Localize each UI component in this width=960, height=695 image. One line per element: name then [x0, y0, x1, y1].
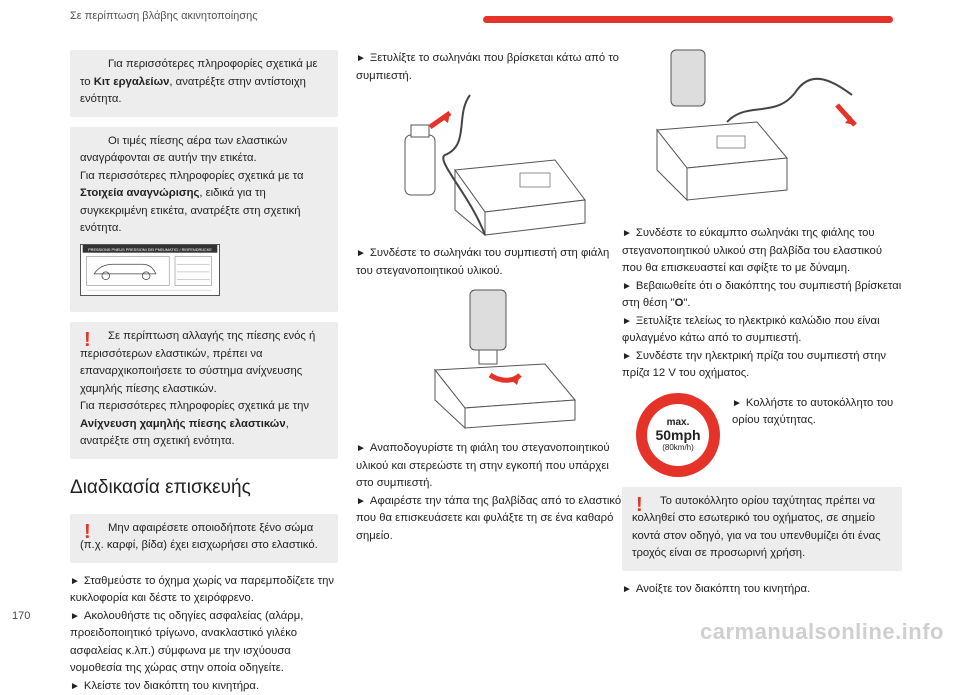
link-identification: Στοιχεία αναγνώρισης	[80, 187, 200, 199]
step-item: ► Συνδέστε το εύκαμπτο σωληνάκι της φιάλης του στεγανοποιητικού υλικού στη βαλβίδα του ελαστικού που θα επισκευαστεί και σφίξτε το με δύναμη.	[622, 227, 883, 274]
step-item: ► Σταθμεύστε το όχημα χωρίς να παρεμποδίζετε την κυκλοφορία και δέστε το χειρόφρενο.	[70, 574, 335, 605]
info-box-tyre-pressure: Οι τιμές πίεσης αέρα των ελαστικών αναγράφονται σε αυτήν την ετικέτα. Για περισσότερες πληροφορίες σχετικά με τα Στοιχεία αναγνώρισης, ειδικά για τη συγκεκριμένη ετικέτα, ανατρέξτε στη σχετική ενότητα. PRESSIONS PNEUS PRESSIONI DEI PNEUMATICI / REIFENDRÜCKE	[70, 127, 338, 313]
sign-kmh-value: (80km/h)	[662, 442, 694, 452]
column-2	[356, 50, 624, 545]
step-item: ► Συνδέστε το σωληνάκι του συμπιεστή στη φιάλη του στεγανοποιητικού υλικού.	[356, 247, 610, 277]
header-accent-bar	[483, 16, 893, 23]
valve-connection-illustration	[647, 50, 877, 225]
link-low-pressure-detection: Ανίχνευση χαμηλής πίεσης ελαστικών	[80, 417, 286, 430]
step-item: ► Βεβαιωθείτε ότι ο διακόπτης του συμπιεστή βρίσκεται στη θέση "O".	[622, 279, 902, 309]
arrow-bullet-icon: ►	[622, 280, 632, 292]
warning-box-speed-sticker: ! Το αυτοκόλλητο ορίου ταχύτητας πρέπει να κολληθεί στο εσωτερικό του οχήματος, σε σημείο κοντά στον οδηγό, για να του υπενθυμίζει ότι ένας τροχός είναι σε προσωρινή χρήση.	[622, 487, 902, 571]
step-item: ► Ξετυλίξτε τελείως το ηλεκτρικό καλώδιο που είναι φυλαγμένο κάτω από το συμπιεστή.	[622, 314, 880, 344]
step-item: ► Αφαιρέστε την τάπα της βαλβίδας από το ελαστικό που θα επισκευάσετε και φυλάξτε τη σε ένα καθαρό σημείο.	[356, 494, 622, 542]
sealant-bottle-illustration	[375, 280, 605, 440]
column-1	[70, 50, 338, 695]
step-item: ► Αναποδογυρίστε τη φιάλη του στεγανοποιητικού υλικού και στερεώστε τη στην εγκοπή που υπάρχει στο συμπιεστή.	[356, 442, 610, 489]
warning-box-pressure-reset: ! Σε περίπτωση αλλαγής της πίεσης ενός ή περισσότερων ελαστικών, πρέπει να επαναρχικοποιήσετε το σύστημα ανίχνευσης χαμηλής πίεσης ελαστικών. Για περισσότερες πληροφορίες σχετικά με την Ανίχνευση χαμηλής πίεσης ελαστικών, ανατρέξτε στη σχετική ενότητα.	[70, 322, 338, 459]
page-number: 170	[12, 610, 31, 622]
arrow-bullet-icon: ►	[356, 53, 366, 64]
arrow-bullet-icon: ►	[356, 443, 366, 454]
step-item: ► Ξετυλίξτε το σωληνάκι που βρίσκεται κάτω από το συμπιεστή.	[356, 52, 619, 82]
step-item: ► Συνδέστε την ηλεκτρική πρίζα του συμπιεστή στην πρίζα 12 V του οχήματος.	[622, 349, 887, 379]
compressor-hose-illustration	[375, 85, 605, 245]
tyre-pressure-label-image	[80, 244, 220, 296]
step-item: ► Κλείστε τον διακόπτη του κινητήρα.	[70, 679, 260, 692]
column-3	[622, 50, 902, 598]
arrow-bullet-icon: ►	[356, 495, 366, 507]
arrow-bullet-icon: ►	[622, 228, 632, 239]
info-box-tool-kit: Για περισσότερες πληροφορίες σχετικά με το Κιτ εργαλείων, ανατρέξτε στην αντίστοιχη ενότητα.	[70, 50, 338, 117]
running-header: Σε περίπτωση βλάβης ακινητοποίησης	[70, 10, 258, 22]
arrow-bullet-icon: ►	[622, 350, 632, 362]
arrow-bullet-icon: ►	[70, 680, 80, 692]
svg-text:PRESSIONS PNEUS PRESSIONI DEI: PRESSIONS PNEUS PRESSIONI DEI PNEUMATICI / REIFENDRÜCKE	[88, 247, 212, 252]
arrow-bullet-icon: ►	[70, 575, 80, 587]
arrow-bullet-icon: ►	[622, 583, 632, 595]
warning-icon: !	[636, 493, 643, 516]
watermark: carmanualsonline.info	[700, 619, 944, 644]
warning-icon: !	[84, 329, 91, 351]
speed-limit-block	[622, 393, 902, 477]
step-item: ► Ανοίξτε τον διακόπτη του κινητήρα.	[622, 582, 811, 595]
sign-max-label: max.	[666, 416, 690, 428]
speed-limit-sign-icon	[636, 393, 720, 477]
arrow-bullet-icon: ►	[356, 248, 366, 259]
warning-box-foreign-object: ! Μην αφαιρέσετε οποιοδήποτε ξένο σώμα (π.χ. καρφί, βίδα) έχει εισχωρήσει στο ελαστικό.	[70, 514, 338, 563]
arrow-bullet-icon: ►	[70, 610, 80, 622]
warning-icon: !	[84, 520, 91, 543]
sign-speed-value: 50mph	[655, 426, 701, 443]
link-tool-kit: Κιτ εργαλείων	[93, 75, 170, 88]
arrow-bullet-icon: ►	[622, 315, 632, 327]
arrow-bullet-icon: ►	[732, 397, 742, 409]
step-item: ► Κολλήστε το αυτοκόλλητο του ορίου ταχύτητας.	[732, 396, 894, 426]
step-item: ► Ακολουθήστε τις οδηγίες ασφαλείας (αλάρμ, προειδοποιητικό τρίγωνο, ανακλαστικό γιλέκο ασφαλείας κ.λπ.) σύμφωνα με την ισχύουσα νομοθεσία της χώρας στην οποία οδηγείτε.	[70, 609, 304, 675]
section-heading: Διαδικασία επισκευής	[70, 476, 251, 498]
